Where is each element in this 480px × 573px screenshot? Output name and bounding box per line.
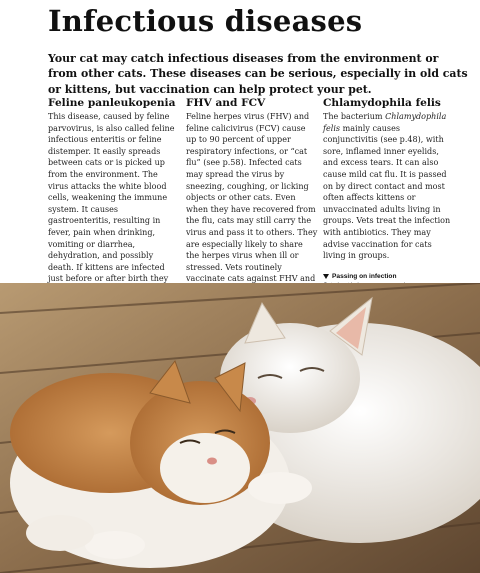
section-heading-chlamydophila: Chlamydophila felis bbox=[323, 97, 441, 109]
text-after: mainly causes conjunctivitis (see p.48), with sore, inflamed inner eyelids, and excess tears. It can also cause mild cat flu. It is passed on by direct contact and most often affects kittens or unvaccinated adults living in groups. Vets treat the infection with antibiotics. They may advise vaccination for cats living in groups. bbox=[323, 123, 451, 261]
section-heading-panleukopenia: Feline panleukopenia bbox=[48, 97, 176, 109]
bacterium-name: Chlamydophila felis bbox=[323, 112, 447, 133]
page-title: Infectious diseases bbox=[48, 4, 363, 38]
caption-title: Passing on infection bbox=[332, 272, 397, 280]
text-before: The bacterium bbox=[323, 112, 386, 121]
section-text-fhv-fcv: Feline herpes virus (FHV) and feline calicivirus (FCV) cause up to 90 percent of upper respiratory infections, or “cat flu” (see p.58). Infected cats may spread the virus by sneezing, coughing, or licking objects or other cats. Even when they have recovered from the flu, cats may still carry the virus and pass it to others. They are especially likely to share the herpes virus when ill or stressed. Vets routinely vaccinate cats against FHV and bbox=[186, 112, 318, 284]
section-text-panleukopenia: This disease, caused by feline parvovirus, is also called feline infectious enteritis or feline distemper. It easily spreads between cats or is picked up from the environment. The virus attacks the white blood cells, weakening the immune system. It causes gastroenteritis, resulting in fever, pain when drinking, vomiting or diarrhea, dehydration, and possibly death. If kittens are infected just before or after birth they bbox=[48, 112, 175, 284]
triangle-down-icon bbox=[323, 274, 329, 279]
cats-photo bbox=[0, 283, 480, 573]
section-heading-fhv-fcv: FHV and FCV bbox=[186, 97, 266, 109]
intro-paragraph: Your cat may catch infectious diseases from the environment or from other cats. These diseases can be serious, especially in old cats or kittens, but vaccination can help protect your pet. bbox=[48, 52, 468, 96]
section-text-chlamydophila bbox=[323, 111, 455, 262]
